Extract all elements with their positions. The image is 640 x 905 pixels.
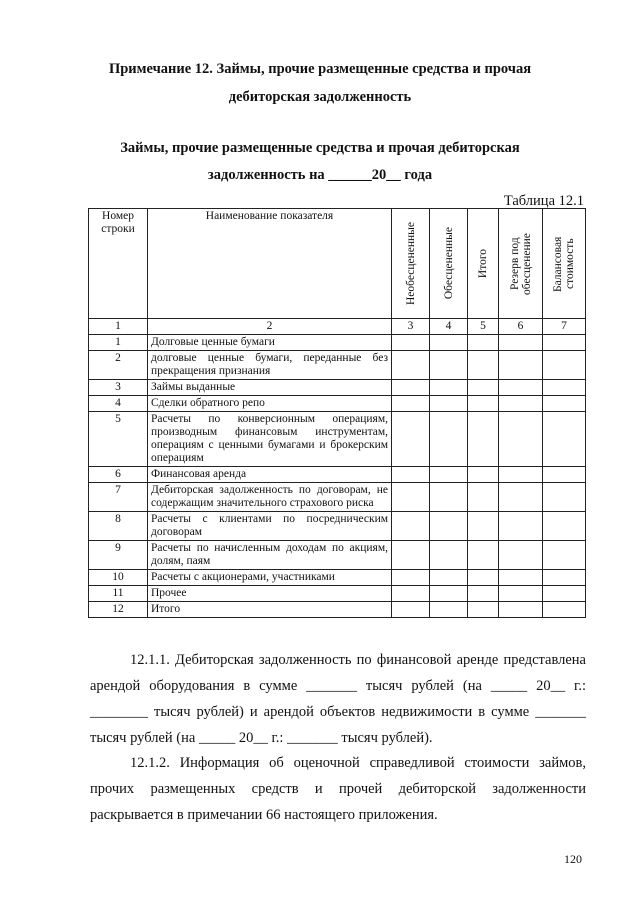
empty-value-cell [499,602,543,618]
table-row [89,380,586,396]
empty-value-cell [499,483,543,512]
empty-value-cell [468,335,499,351]
empty-value-cell [392,351,430,380]
table-row [89,602,586,618]
col-number: 3 [392,319,430,335]
empty-value-cell [543,602,586,618]
empty-value-cell [543,512,586,541]
empty-value-cell [430,335,468,351]
empty-value-cell [392,602,430,618]
empty-value-cell [468,602,499,618]
empty-value-cell [499,335,543,351]
row-indicator-name: Прочее [148,586,392,602]
empty-value-cell [499,512,543,541]
empty-value-cell [430,512,468,541]
empty-value-cell [430,351,468,380]
empty-value-cell [543,467,586,483]
empty-value-cell [392,512,430,541]
row-indicator-name: Итого [148,602,392,618]
header-impairment-reserve: Резерв под обесценение [499,209,543,319]
header-total: Итого [468,209,499,319]
empty-value-cell [430,412,468,467]
col-number: 1 [89,319,148,335]
note-title-line2: дебиторская задолженность [228,89,412,105]
col-number: 6 [499,319,543,335]
header-row [89,209,586,319]
empty-value-cell [392,335,430,351]
paragraph-12-1-1: 12.1.1. Дебиторская задолженность по финансовой аренде представлена арендой оборудования в сумме _______ тысяч рублей (на _____ 20__ г.: ________ тысяч рублей) и арендой объектов недвижимости в сумме _______ тысяч рублей (на _____ 20__ г.: _______ тысяч рублей). [90,652,586,746]
empty-value-cell [392,483,430,512]
empty-value-cell [468,380,499,396]
column-numbers-row [89,319,586,335]
table-row [89,483,586,512]
row-number: 12 [89,602,148,618]
empty-value-cell [392,380,430,396]
table-label: Таблица 12.1 [503,193,584,209]
empty-value-cell [430,396,468,412]
empty-value-cell [543,586,586,602]
header-indicator-name: Наименование показателя [148,209,392,319]
page-number: 120 [564,852,582,866]
empty-value-cell [543,351,586,380]
header-row-number: Номер строки [89,209,148,319]
empty-value-cell [430,467,468,483]
empty-value-cell [499,467,543,483]
empty-value-cell [499,570,543,586]
col-number: 7 [543,319,586,335]
empty-value-cell [392,396,430,412]
empty-value-cell [392,541,430,570]
row-indicator-name: Расчеты по начисленным доходам по акциям, долям, паям [148,541,392,570]
col-number: 2 [148,319,392,335]
header-carrying-value: Балансовая стоимость [543,209,586,319]
table-subtitle-line2: задолженность на ______20__ года [207,167,433,183]
empty-value-cell [543,380,586,396]
empty-value-cell [468,412,499,467]
row-indicator-name: Сделки обратного репо [148,396,392,412]
row-number: 9 [89,541,148,570]
empty-value-cell [499,380,543,396]
table-row [89,570,586,586]
empty-value-cell [430,586,468,602]
empty-value-cell [468,512,499,541]
empty-value-cell [543,335,586,351]
row-number: 2 [89,351,148,380]
row-number: 4 [89,396,148,412]
table-row [89,467,586,483]
empty-value-cell [468,570,499,586]
empty-value-cell [543,396,586,412]
empty-value-cell [468,467,499,483]
row-indicator-name: долговые ценные бумаги, переданные без прекращения признания [148,351,392,380]
row-indicator-name: Займы выданные [148,380,392,396]
row-number: 7 [89,483,148,512]
table-row [89,351,586,380]
row-number: 3 [89,380,148,396]
table-row [89,412,586,467]
empty-value-cell [430,380,468,396]
col-number: 4 [430,319,468,335]
empty-value-cell [430,483,468,512]
empty-value-cell [499,412,543,467]
table-row [89,512,586,541]
header-impaired: Обесцененные [430,209,468,319]
empty-value-cell [430,570,468,586]
empty-value-cell [468,586,499,602]
empty-value-cell [392,570,430,586]
empty-value-cell [499,541,543,570]
table-row [89,335,586,351]
empty-value-cell [543,541,586,570]
row-indicator-name: Долговые ценные бумаги [148,335,392,351]
row-number: 10 [89,570,148,586]
paragraph-12-1-2: 12.1.2. Информация об оценочной справедливой стоимости займов, прочих размещенных средств и прочей дебиторской задолженности раскрывается в примечании 66 настоящего приложения. [90,755,586,823]
table-row [89,586,586,602]
data-table [88,208,586,618]
row-indicator-name: Дебиторская задолженность по договорам, не содержащим значительного страхового риска [148,483,392,512]
row-number: 11 [89,586,148,602]
empty-value-cell [499,396,543,412]
table-row [89,396,586,412]
empty-value-cell [430,541,468,570]
empty-value-cell [543,570,586,586]
table-row [89,541,586,570]
empty-value-cell [468,351,499,380]
row-indicator-name: Финансовая аренда [148,467,392,483]
row-number: 8 [89,512,148,541]
empty-value-cell [430,602,468,618]
row-number: 6 [89,467,148,483]
col-number: 5 [468,319,499,335]
empty-value-cell [499,351,543,380]
row-indicator-name: Расчеты с клиентами по посредническим договорам [148,512,392,541]
header-unimpaired: Необесцененные [392,209,430,319]
empty-value-cell [468,396,499,412]
empty-value-cell [392,412,430,467]
row-number: 5 [89,412,148,467]
empty-value-cell [392,586,430,602]
empty-value-cell [468,483,499,512]
empty-value-cell [468,541,499,570]
empty-value-cell [499,586,543,602]
table-subtitle-line1: Займы, прочие размещенные средства и прочая дебиторская [120,140,520,156]
row-number: 1 [89,335,148,351]
note-title-line1: Примечание 12. Займы, прочие размещенные средства и прочая [108,61,532,77]
empty-value-cell [392,467,430,483]
empty-value-cell [543,483,586,512]
empty-value-cell [543,412,586,467]
row-indicator-name: Расчеты с акционерами, участниками [148,570,392,586]
row-indicator-name: Расчеты по конверсионным операциям, производным финансовым инструментам, операциям с ценными бумагами и брокерским операциям [148,412,392,467]
